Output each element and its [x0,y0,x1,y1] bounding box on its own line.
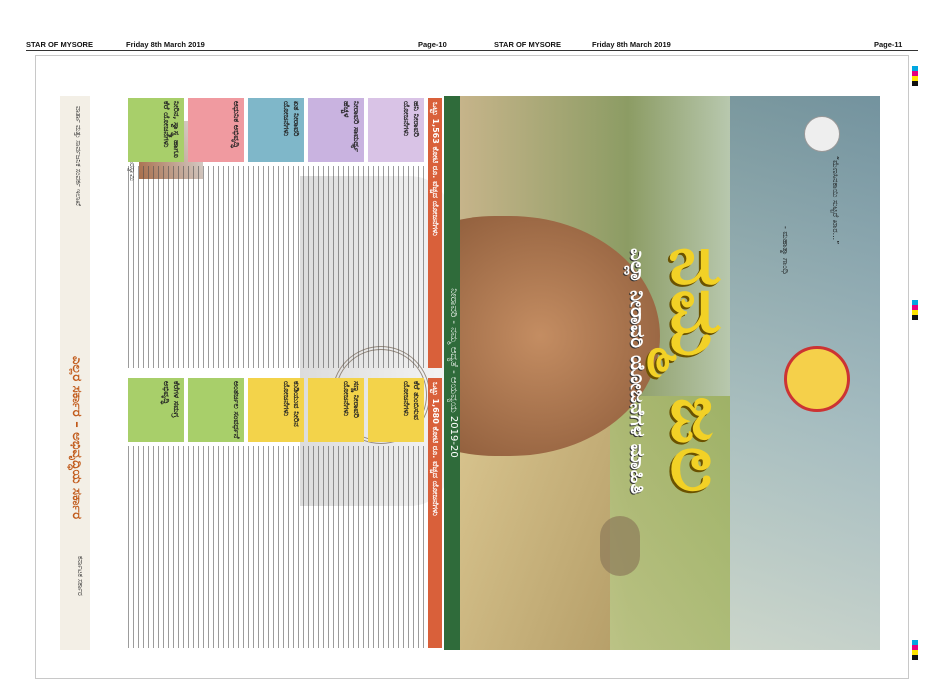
scheme-label: ಹನಿ ನೀರಾವರಿ ಯೋಜನೆಗಳು [368,98,424,162]
right-paper-name: STAR OF MYSORE [494,40,561,49]
color-registration-marks [912,640,918,660]
scheme-row [308,378,364,648]
scheme-text [308,166,364,368]
scheme-text [128,446,184,648]
government-logo-text: ಕರ್ನಾಟಕ ಸರ್ಕಾರ [76,556,84,596]
advert-title: ನಮ್ಮ ಜಲ [656,246,740,496]
left-date: Friday 8th March 2019 [126,40,205,49]
right-page-number: Page-11 [874,40,903,49]
scheme-row [248,378,304,648]
scheme-label: ಸಣ್ಣ ನೀರಾವರಿ ಯೋಜನೆಗಳು [308,378,364,442]
scheme-text [188,446,244,648]
right-scheme-column [128,378,442,648]
department-credit: ವಾರ್ತಾ ಮತ್ತು ಸಾರ್ವಜನಿಕ ಸಂಪರ್ಕ ಇಲಾಖೆ [74,106,82,206]
scheme-text [128,166,184,368]
footer-slogan: ಎಲ್ಲರ ಸರ್ಕಾರ – ಅಭಿವೃದ್ಧಿಯ ಸರ್ಕಾರ [69,356,84,520]
scheme-row [188,98,244,368]
scheme-label: ಕೆರೆಗಳ ಸಮಗ್ರ ಅಭಿವೃದ್ಧಿ [128,378,184,442]
scheme-text [368,166,424,368]
government-advertisement [60,96,880,650]
scheme-label: ಅಂತರ್ಜಲ ಸಂವರ್ಧನೆ [188,378,244,442]
scheme-row [128,98,184,368]
budget-band [444,96,460,650]
advert-subtitle: ಎಲ್ಲಾ ನೀರಾವರಿ ಯೋಜನೆಗಳ ಮಾಹಿತಿ [626,247,650,495]
left-column-heading: ಒಟ್ಟು 1,563 ಕೋಟಿ ರೂ. ವೆಚ್ಚದ ಯೋಜನೆಗಳು [428,98,442,368]
left-page-number: Page-10 [418,40,447,49]
left-paper-name: STAR OF MYSORE [26,40,93,49]
gandhi-quote-author: - ಮಹಾತ್ಮಾ ಗಾಂಧಿ [781,226,790,274]
rotated-advert-content [60,96,880,650]
scheme-row [128,378,184,648]
scheme-label: ಕೆರೆ ತುಂಬಿಸುವ ಯೋಜನೆಗಳು [368,378,424,442]
right-column-heading: ಒಟ್ಟು 1,680 ಕೋಟಿ ರೂ. ವೆಚ್ಚದ ಯೋಜನೆಗಳು [428,378,442,648]
left-scheme-column [128,98,442,368]
scheme-text [188,166,244,368]
right-date: Friday 8th March 2019 [592,40,671,49]
scheme-label: ಕುಡಿಯುವ ನೀರಿನ ಯೋಜನೆಗಳು [248,378,304,442]
gandhi-quote: “ಮೆಣಸಿನಕಾಯಿ ಸುಟ್ಟರೆ ಖಾರ...” [831,156,840,245]
scheme-text [248,166,304,368]
color-registration-marks [912,300,918,320]
color-registration-marks [912,66,918,86]
scheme-text [248,446,304,648]
scheme-text [368,446,424,648]
scheme-label: ನೀರಿನ, ಸ್ವಾಸ್ಥ್ಯ ಹಾಗೂ ಕೆರೆ ಯೋಜನೆಗಳು [128,98,184,162]
state-emblem-icon [784,346,850,412]
scheme-text [308,446,364,648]
advert-footer [60,96,90,650]
scheme-label: ನೀರಾವರಿ ಸಾಮರ್ಥ್ಯ ಹೆಚ್ಚಳ [308,98,364,162]
scheme-label: ಏತ ನೀರಾವರಿ ಯೋಜನೆಗಳು [248,98,304,162]
gandhi-sketch-icon [804,116,840,152]
scheme-row [248,98,304,368]
scheme-label: ಆಧುನಿಕ ಅಭಿವೃದ್ಧಿ [188,98,244,162]
scheme-row [308,98,364,368]
budget-band-text: ನೀರಾವರಿ - ನಮ್ಮ ಆದ್ಯತೆ - ಆಯವ್ಯಯ 2019-20 [448,288,459,458]
scheme-row [188,378,244,648]
header-rule [26,50,918,51]
scheme-row [368,98,424,368]
scheme-row [368,378,424,648]
